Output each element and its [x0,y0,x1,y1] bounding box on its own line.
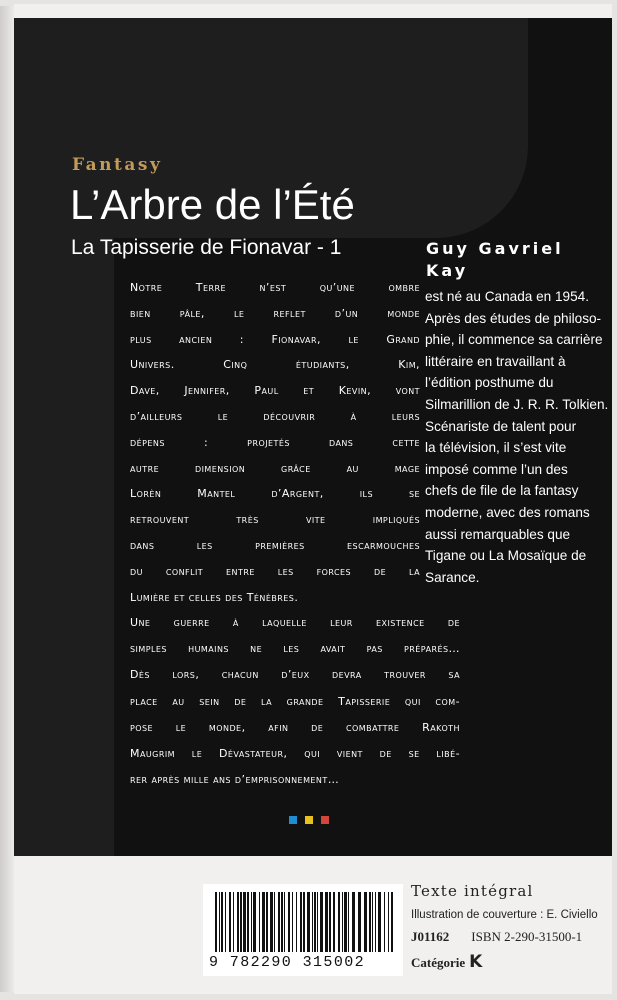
cover-fold-edge [0,6,14,992]
barcode-bar [233,892,234,952]
barcode-bar [274,892,275,952]
category-label: Catégorie [411,955,466,970]
barcode-bar [375,892,376,952]
barcode [203,884,403,976]
bio-line: imposé comme l’un des [425,461,568,477]
color-dots [289,816,329,824]
summary-line: autre dimension grâce au mage [130,461,420,475]
color-dot [305,816,313,824]
barcode-bar [303,892,305,952]
barcode-bar [221,892,223,952]
barcode-bar [314,892,316,952]
barcode-bar [278,892,280,952]
color-dot [321,816,329,824]
summary-line: Lorèn Mantel d’Argent, ils se [130,487,420,501]
summary-line: Une guerre à laquelle leur existence de [130,616,460,629]
bio-line: Scénariste de talent pour [425,418,577,434]
bio-line: littéraire en travaillant à [425,353,566,369]
isbn-line [411,929,601,945]
barcode-bar [262,892,265,952]
barcode-bar [307,892,310,952]
summary-line: d’ailleurs le découvrir à leurs [130,409,420,423]
barcode-bar [364,892,367,952]
bio-line: moderne, avec des romans [425,504,590,520]
barcode-bar [352,892,355,952]
summary-text [130,275,420,610]
bio-line: est né au Canada en 1954. [425,289,590,304]
book-title: L’Arbre de l’Été [70,181,355,228]
barcode-bar [338,892,340,952]
bio-line: Silmarillion de J. R. R. Tolkien. [425,396,609,412]
barcode-bar [320,892,323,952]
barcode-bar [215,892,217,952]
bio-line: l’édition posthume du [425,375,554,391]
barcode-bar [329,892,331,952]
reference-code: J01162 [411,929,450,944]
summary-line: Dave, Jennifer, Paul et Kevin, vont [130,384,420,398]
author-bio [425,286,615,588]
summary-line: Maugrim le Dévastateur, qui vient de se libé- [130,747,460,761]
barcode-bar [388,892,389,952]
bio-line: Après des études de philoso- [425,310,602,326]
barcode-bar [247,892,249,952]
illustration-credit: Illustration de couverture : E. Civiello [411,909,598,921]
integral-text-label: Texte intégral [411,882,534,900]
summary-line: plus ancien : Fionavar, le Grand [130,332,420,346]
author-name: Guy Gavriel Kay [426,239,564,280]
barcode-bar [333,892,335,952]
barcode-bar [348,892,349,952]
barcode-bar [284,892,285,952]
genre-label: Fantasy [72,155,163,175]
barcode-bar [253,892,256,952]
bio-line: Sarance. [425,569,480,585]
barcode-bar [391,892,393,952]
summary-line: pose le monde, afin de combattre Rakoth [130,720,460,734]
summary-line: place au sein de la grande Tapisserie qui com- [130,694,460,708]
barcode-bar [259,892,260,952]
summary-line: Dès lors, chacun d’eux devra trouver sa [130,668,460,682]
barcode-bar [384,892,385,952]
category-value: K [469,952,483,972]
barcode-bar [369,892,371,952]
summary-line: Univers. Cinq étudiants, Kim, [130,358,420,372]
side-panel [14,238,114,856]
barcode-bar [225,892,226,952]
barcode-bar [344,892,347,952]
isbn: ISBN 2-290-31500-1 [471,929,583,944]
barcode-bar [292,892,293,952]
barcode-bar [372,892,373,952]
barcode-bar [342,892,343,952]
summary-line: retrouvent très vite impliqués [130,513,420,527]
barcode-bar [300,892,302,952]
category-line [411,952,482,972]
barcode-bar [219,892,220,952]
bio-line: phie, il commence sa carrière [425,332,603,348]
barcode-bar [296,892,297,952]
barcode-bar [378,892,381,952]
barcode-digits: 9 782290 315002 [209,954,366,971]
barcode-bar [243,892,246,952]
summary-line: simples humains ne les avait pas préparés… [130,642,460,656]
summary-line: Notre Terre n’est qu’une ombre [130,281,420,294]
bio-line: aussi remarquables que [425,526,571,542]
color-dot [289,816,297,824]
summary-line: dans les premières escarmouches [130,538,420,552]
barcode-bar [237,892,239,952]
summary-line: dépens : projetés dans cette [130,435,420,449]
barcode-bar [325,892,328,952]
series-title: La Tapisserie de Fionavar - 1 [71,236,342,259]
summary-line: du conflit entre les forces de la [130,564,420,578]
barcode-bar [317,892,318,952]
summary-text-continued [130,610,460,793]
barcode-bar [312,892,313,952]
barcode-bars [213,892,395,952]
barcode-bar [229,892,231,952]
barcode-bar [266,892,268,952]
summary-line: Lumière et celles des Ténèbres. [130,590,299,604]
barcode-bar [251,892,252,952]
barcode-bar [288,892,290,952]
barcode-bar [270,892,273,952]
bio-line: la télévision, il s’est vite [425,440,567,456]
barcode-bar [240,892,242,952]
summary-line: rer après mille ans d’emprisonnement… [130,773,340,787]
bio-line: Tigane ou La Mosaïque de [425,548,587,564]
bio-line: chefs de file de la fantasy [425,483,579,499]
summary-line: bien pâle, le reflet d’un monde [130,306,420,320]
barcode-bar [281,892,283,952]
barcode-bar [358,892,361,952]
